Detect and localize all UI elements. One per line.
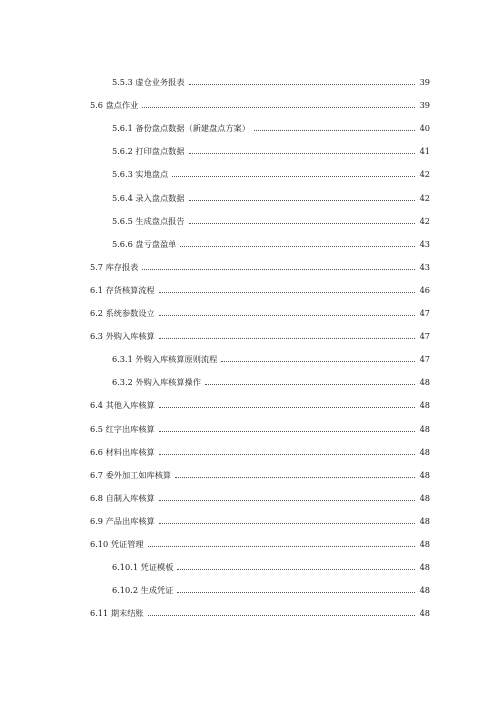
toc-entry-title: 6.6 材料出库核算 [90,446,155,457]
toc-entry-title: 6.8 自制入库核算 [90,492,155,503]
toc-entry-title: 5.5.3 虚仓业务报表 [112,77,185,88]
toc-entry-title: 6.7 委外加工如库核算 [90,469,172,480]
toc-entry-page-number: 48 [419,608,430,619]
toc-entry-title: 5.7 库存报表 [90,261,139,272]
toc-dot-leader [159,499,415,501]
toc-dot-leader [177,591,415,593]
toc-entry-page-number: 42 [419,169,430,180]
toc-entry[interactable] [90,156,430,179]
toc-entry[interactable] [90,549,430,572]
toc-entry-title: 6.3 外购入库核算 [90,331,155,342]
toc-entry-title: 6.2 系统参数设立 [90,308,155,319]
toc-entry-title: 6.3.1 外购入库核算原则流程 [112,354,218,365]
toc-entry[interactable] [90,480,430,503]
toc-dot-leader [142,268,415,270]
toc-entry[interactable] [90,249,430,272]
toc-entry-title: 6.10.2 生成凭证 [112,585,174,596]
toc-dot-leader [159,314,415,316]
toc-entry-page-number: 48 [419,446,430,457]
toc-dot-leader [177,568,415,570]
toc-entry-page-number: 43 [419,238,430,249]
toc-entry-title: 5.6.4 录入盘点数据 [112,192,185,203]
toc-entry[interactable] [90,295,430,318]
toc-entry[interactable] [90,364,430,387]
toc-entry-title: 6.10 凭证管理 [90,538,144,549]
toc-entry-title: 5.6 盘点作业 [90,100,139,111]
toc-dot-leader [142,106,415,108]
toc-entry[interactable] [90,526,430,549]
toc-dot-leader [159,406,415,408]
toc-entry-title: 6.1 存货核算流程 [90,284,155,295]
toc-entry[interactable] [90,410,430,433]
toc-entry[interactable] [90,457,430,480]
toc-dot-leader [148,614,415,616]
toc-entry[interactable] [90,503,430,526]
toc-entry-page-number: 48 [419,515,430,526]
toc-entry-title: 6.10.1 凭证模板 [112,562,174,573]
toc-entry[interactable] [90,434,430,457]
toc-entry-page-number: 48 [419,423,430,434]
toc-entry-page-number: 40 [419,123,430,134]
toc-entry[interactable] [90,226,430,249]
toc-entry-page-number: 47 [419,308,430,319]
toc-entry-title: 5.6.2 打印盘点数据 [112,146,185,157]
toc-entry-page-number: 39 [419,100,430,111]
toc-entry[interactable] [90,595,430,618]
toc-dot-leader [254,129,415,131]
toc-dot-leader [159,430,415,432]
toc-dot-leader [221,360,415,362]
toc-entry[interactable] [90,341,430,364]
toc-entry-title: 5.6.6 盘亏盘盈单 [112,238,177,249]
toc-dot-leader [189,83,415,85]
toc-entry-title: 6.9 产品出库核算 [90,515,155,526]
toc-entry[interactable] [90,87,430,110]
toc-entry[interactable] [90,133,430,156]
toc-entry-page-number: 48 [419,400,430,411]
toc-entry-page-number: 48 [419,585,430,596]
toc-dot-leader [159,453,415,455]
toc-dot-leader [148,545,415,547]
toc-entry-title: 6.4 其他入库核算 [90,400,155,411]
toc-entry-title: 5.6.3 实地盘点 [112,169,169,180]
toc-entry-page-number: 41 [419,146,430,157]
toc-entry-page-number: 48 [419,492,430,503]
toc-entry[interactable] [90,64,430,87]
toc-dot-leader [189,199,415,201]
table-of-contents [90,64,430,618]
toc-entry[interactable] [90,272,430,295]
toc-entry-page-number: 43 [419,261,430,272]
toc-entry-title: 5.6.1 备份盘点数据（新建盘点方案） [112,123,251,134]
toc-entry-page-number: 42 [419,215,430,226]
toc-entry[interactable] [90,387,430,410]
toc-dot-leader [159,522,415,524]
toc-entry[interactable] [90,318,430,341]
toc-entry-title: 5.6.5 生成盘点报告 [112,215,185,226]
toc-entry-page-number: 47 [419,331,430,342]
toc-entry[interactable] [90,179,430,202]
toc-entry-title: 6.3.2 外购入库核算操作 [112,377,201,388]
toc-entry[interactable] [90,572,430,595]
toc-entry-page-number: 48 [419,469,430,480]
toc-dot-leader [159,337,415,339]
toc-dot-leader [172,175,415,177]
toc-dot-leader [189,152,415,154]
toc-dot-leader [175,476,415,478]
toc-entry-page-number: 46 [419,284,430,295]
toc-dot-leader [180,245,415,247]
toc-dot-leader [159,291,415,293]
toc-entry[interactable] [90,203,430,226]
toc-entry-title: 6.11 期末结账 [90,608,144,619]
toc-dot-leader [205,383,415,385]
toc-entry-page-number: 42 [419,192,430,203]
toc-entry-page-number: 39 [419,77,430,88]
toc-entry-page-number: 48 [419,377,430,388]
toc-entry[interactable] [90,110,430,133]
toc-entry-page-number: 48 [419,538,430,549]
toc-entry-title: 6.5 红字出库核算 [90,423,155,434]
toc-entry-page-number: 48 [419,562,430,573]
toc-dot-leader [189,222,415,224]
toc-entry-page-number: 47 [419,354,430,365]
